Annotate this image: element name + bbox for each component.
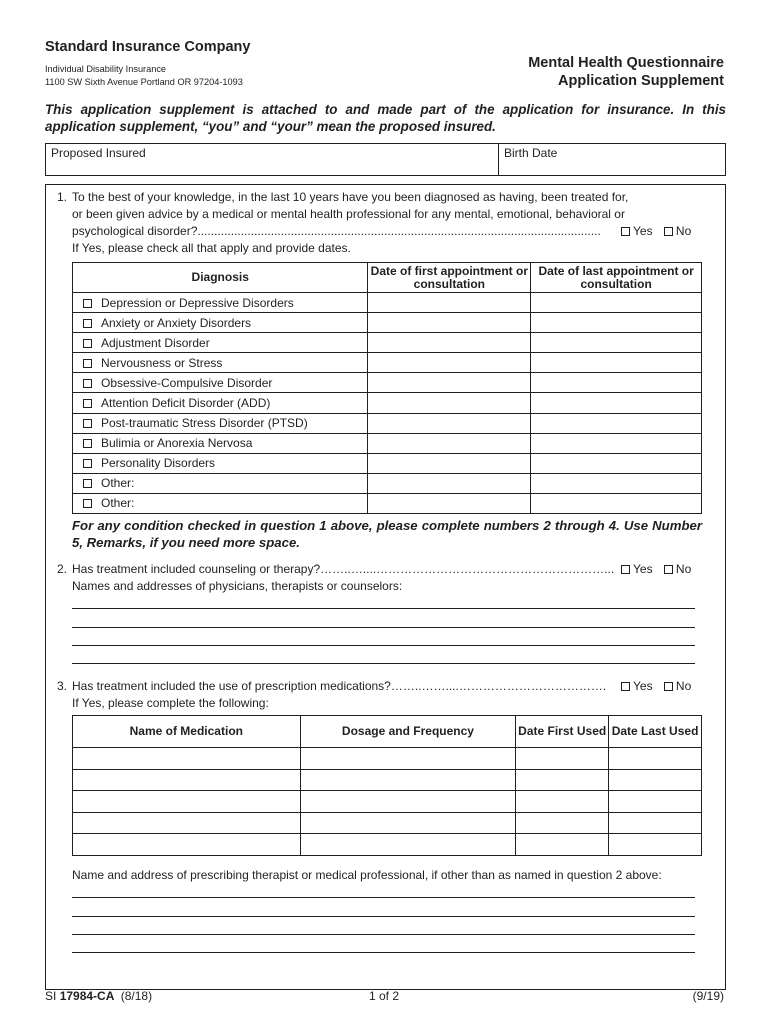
diagnosis-cell bbox=[73, 353, 368, 373]
diagnosis-checkbox[interactable] bbox=[83, 379, 92, 388]
dosage-cell[interactable] bbox=[300, 769, 516, 791]
q2-no-checkbox[interactable] bbox=[664, 565, 673, 574]
last-appointment-cell[interactable] bbox=[531, 473, 702, 493]
date-last-used-header: Date Last Used bbox=[609, 716, 702, 748]
first-appointment-cell[interactable] bbox=[368, 373, 531, 393]
first-appointment-cell[interactable] bbox=[368, 333, 531, 353]
medication-row bbox=[73, 834, 702, 856]
diagnosis-row bbox=[73, 433, 702, 453]
diagnosis-table bbox=[72, 262, 702, 514]
diagnosis-label: Bulimia or Anorexia Nervosa bbox=[101, 436, 253, 451]
q2-yes-label: Yes bbox=[633, 562, 653, 576]
diagnosis-checkbox[interactable] bbox=[83, 359, 92, 368]
diagnosis-row bbox=[73, 453, 702, 473]
first-used-cell[interactable] bbox=[516, 769, 609, 791]
medication-table bbox=[72, 715, 702, 856]
prescriber-write-line[interactable] bbox=[72, 897, 695, 898]
form-date: (8/18) bbox=[120, 989, 153, 1003]
form-code: 17984-CA bbox=[59, 989, 115, 1003]
diagnosis-row bbox=[73, 333, 702, 353]
proposed-insured-field[interactable]: Proposed Insured bbox=[51, 146, 146, 160]
medication-cell[interactable] bbox=[73, 769, 301, 791]
diagnosis-cell bbox=[73, 333, 368, 353]
diagnosis-label: Depression or Depressive Disorders bbox=[101, 295, 294, 310]
date-first-used-header: Date First Used bbox=[516, 716, 609, 748]
diagnosis-cell bbox=[73, 493, 368, 513]
field-divider bbox=[498, 144, 499, 175]
last-appointment-cell[interactable] bbox=[531, 453, 702, 473]
company-address: 1100 SW Sixth Avenue Portland OR 97204-1093 bbox=[45, 77, 243, 87]
last-appointment-cell[interactable] bbox=[531, 313, 702, 333]
q3-number: 3. bbox=[57, 679, 68, 693]
last-appointment-cell[interactable] bbox=[531, 393, 702, 413]
q1-yes-label: Yes bbox=[633, 224, 653, 238]
q1-line3: psychological disorder?......................................................................................................................... bbox=[72, 224, 601, 238]
dosage-header: Dosage and Frequency bbox=[300, 716, 516, 748]
diagnosis-label: Adjustment Disorder bbox=[101, 335, 210, 350]
first-appointment-cell[interactable] bbox=[368, 493, 531, 513]
last-used-cell[interactable] bbox=[609, 769, 702, 791]
q2-number: 2. bbox=[57, 562, 68, 576]
last-appointment-cell[interactable] bbox=[531, 433, 702, 453]
medication-row bbox=[73, 769, 702, 791]
q3-yes-checkbox[interactable] bbox=[621, 682, 630, 691]
q2-subtext: Names and addresses of physicians, therapists or counselors: bbox=[72, 579, 403, 593]
diagnosis-cell bbox=[73, 413, 368, 433]
q2-write-line[interactable] bbox=[72, 663, 695, 664]
diagnosis-label: Nervousness or Stress bbox=[101, 355, 223, 370]
diagnosis-row bbox=[73, 413, 702, 433]
diagnosis-row bbox=[73, 313, 702, 333]
diagnosis-cell bbox=[73, 293, 368, 313]
diagnosis-cell bbox=[73, 393, 368, 413]
diagnosis-checkbox[interactable] bbox=[83, 419, 92, 428]
company-name: Standard Insurance Company bbox=[45, 39, 251, 55]
first-appointment-cell[interactable] bbox=[368, 453, 531, 473]
birth-date-field[interactable]: Birth Date bbox=[504, 146, 558, 160]
diagnosis-label: Anxiety or Anxiety Disorders bbox=[101, 315, 252, 330]
first-appointment-cell[interactable] bbox=[368, 353, 531, 373]
diagnosis-label: Other: bbox=[101, 496, 135, 511]
q3-no-checkbox[interactable] bbox=[664, 682, 673, 691]
diagnosis-checkbox[interactable] bbox=[83, 459, 92, 468]
last-appointment-cell[interactable] bbox=[531, 373, 702, 393]
diagnosis-label: Personality Disorders bbox=[101, 456, 216, 471]
q3-text: Has treatment included the use of prescription medications?……..……....………………………………. bbox=[72, 679, 607, 693]
dosage-cell[interactable] bbox=[300, 812, 516, 834]
medication-name-header: Name of Medication bbox=[73, 716, 301, 748]
first-appointment-cell[interactable] bbox=[368, 313, 531, 333]
q1-no-checkbox[interactable] bbox=[664, 227, 673, 236]
diagnosis-checkbox[interactable] bbox=[83, 479, 92, 488]
q3-yes-no bbox=[621, 679, 691, 693]
q3-subtext: If Yes, please complete the following: bbox=[72, 696, 269, 710]
q1-yes-checkbox[interactable] bbox=[621, 227, 630, 236]
diagnosis-row bbox=[73, 493, 702, 513]
diagnosis-row bbox=[73, 293, 702, 313]
division: Individual Disability Insurance bbox=[45, 64, 167, 74]
last-appointment-cell[interactable] bbox=[531, 333, 702, 353]
first-appointment-cell[interactable] bbox=[368, 293, 531, 313]
q1-line1: To the best of your knowledge, in the last 10 years have you been diagnosed as having, been treated for, bbox=[72, 190, 629, 204]
q2-yes-checkbox[interactable] bbox=[621, 565, 630, 574]
revision-date: (9/19) bbox=[692, 989, 724, 1003]
last-appointment-cell[interactable] bbox=[531, 413, 702, 433]
q2-write-line[interactable] bbox=[72, 645, 695, 646]
medication-row bbox=[73, 748, 702, 770]
first-used-cell[interactable] bbox=[516, 834, 609, 856]
prescriber-write-line[interactable] bbox=[72, 916, 695, 917]
form-subtitle: Application Supplement bbox=[558, 73, 724, 89]
diagnosis-row bbox=[73, 373, 702, 393]
diagnosis-cell bbox=[73, 313, 368, 333]
last-appointment-cell[interactable] bbox=[531, 353, 702, 373]
q1-line4: If Yes, please check all that apply and provide dates. bbox=[72, 241, 351, 255]
last-used-cell[interactable] bbox=[609, 748, 702, 770]
prescriber-write-line[interactable] bbox=[72, 952, 695, 953]
first-used-cell[interactable] bbox=[516, 791, 609, 813]
diagnosis-cell bbox=[73, 453, 368, 473]
first-appointment-cell[interactable] bbox=[368, 433, 531, 453]
q1-number: 1. bbox=[57, 190, 68, 204]
form-number bbox=[45, 989, 152, 1003]
medication-row bbox=[73, 791, 702, 813]
diagnosis-row bbox=[73, 473, 702, 493]
q2-write-line[interactable] bbox=[72, 627, 695, 628]
last-used-cell[interactable] bbox=[609, 812, 702, 834]
prescriber-write-line[interactable] bbox=[72, 934, 695, 935]
first-appointment-header: Date of first appointment or consultation bbox=[368, 263, 531, 293]
diagnosis-checkbox[interactable] bbox=[83, 499, 92, 508]
diagnosis-checkbox[interactable] bbox=[83, 399, 92, 408]
q3-no-label: No bbox=[675, 679, 692, 693]
q2-write-line[interactable] bbox=[72, 608, 695, 609]
medication-row bbox=[73, 812, 702, 834]
last-used-cell[interactable] bbox=[609, 791, 702, 813]
medication-cell[interactable] bbox=[73, 748, 301, 770]
first-used-cell[interactable] bbox=[516, 812, 609, 834]
medication-cell[interactable] bbox=[73, 834, 301, 856]
medication-cell[interactable] bbox=[73, 791, 301, 813]
dosage-cell[interactable] bbox=[300, 748, 516, 770]
intro-text: This application supplement is attached to and made part of the application for insurance. In this application supplement, “you” and “your” mean the proposed insured. bbox=[45, 102, 726, 134]
q2-no-label: No bbox=[675, 562, 692, 576]
last-appointment-cell[interactable] bbox=[531, 293, 702, 313]
diagnosis-label: Attention Deficit Disorder (ADD) bbox=[101, 396, 271, 411]
form-title: Mental Health Questionnaire bbox=[528, 55, 724, 71]
q1-no-label: No bbox=[675, 224, 692, 238]
q2-yes-no bbox=[621, 562, 691, 576]
prescriber-label: Name and address of prescribing therapist or medical professional, if other than as named in question 2 above: bbox=[72, 868, 662, 882]
dosage-cell[interactable] bbox=[300, 791, 516, 813]
diagnosis-checkbox[interactable] bbox=[83, 339, 92, 348]
diagnosis-label: Other: bbox=[101, 476, 135, 491]
q3-yes-label: Yes bbox=[633, 679, 653, 693]
diagnosis-cell bbox=[73, 433, 368, 453]
q1-yes-no bbox=[621, 224, 691, 238]
diagnosis-cell bbox=[73, 373, 368, 393]
first-appointment-cell[interactable] bbox=[368, 473, 531, 493]
medication-cell[interactable] bbox=[73, 812, 301, 834]
form-prefix: SI bbox=[45, 989, 57, 1003]
diagnosis-label: Obsessive-Compulsive Disorder bbox=[101, 375, 273, 390]
diagnosis-row bbox=[73, 393, 702, 413]
diagnosis-label: Post-traumatic Stress Disorder (PTSD) bbox=[101, 416, 308, 431]
dosage-cell[interactable] bbox=[300, 834, 516, 856]
diagnosis-header: Diagnosis bbox=[73, 263, 368, 293]
instruction-text: For any condition checked in question 1 above, please complete numbers 2 through 4. Use Number 5, Remarks, if you need more space. bbox=[72, 518, 702, 550]
page-number: 1 of 2 bbox=[369, 989, 400, 1003]
last-appointment-cell[interactable] bbox=[531, 493, 702, 513]
q1-line2: or been given advice by a medical or mental health professional for any mental, emotional, behavioral or bbox=[72, 207, 625, 221]
applicant-fields bbox=[45, 143, 726, 176]
diagnosis-checkbox[interactable] bbox=[83, 299, 92, 308]
first-appointment-cell[interactable] bbox=[368, 413, 531, 433]
diagnosis-checkbox[interactable] bbox=[83, 439, 92, 448]
first-appointment-cell[interactable] bbox=[368, 393, 531, 413]
last-appointment-header: Date of last appointment or consultation bbox=[531, 263, 702, 293]
last-used-cell[interactable] bbox=[609, 834, 702, 856]
diagnosis-cell bbox=[73, 473, 368, 493]
first-used-cell[interactable] bbox=[516, 748, 609, 770]
diagnosis-checkbox[interactable] bbox=[83, 319, 92, 328]
q2-text: Has treatment included counseling or therapy?……..…....…………………………………………………... bbox=[72, 562, 615, 576]
diagnosis-row bbox=[73, 353, 702, 373]
